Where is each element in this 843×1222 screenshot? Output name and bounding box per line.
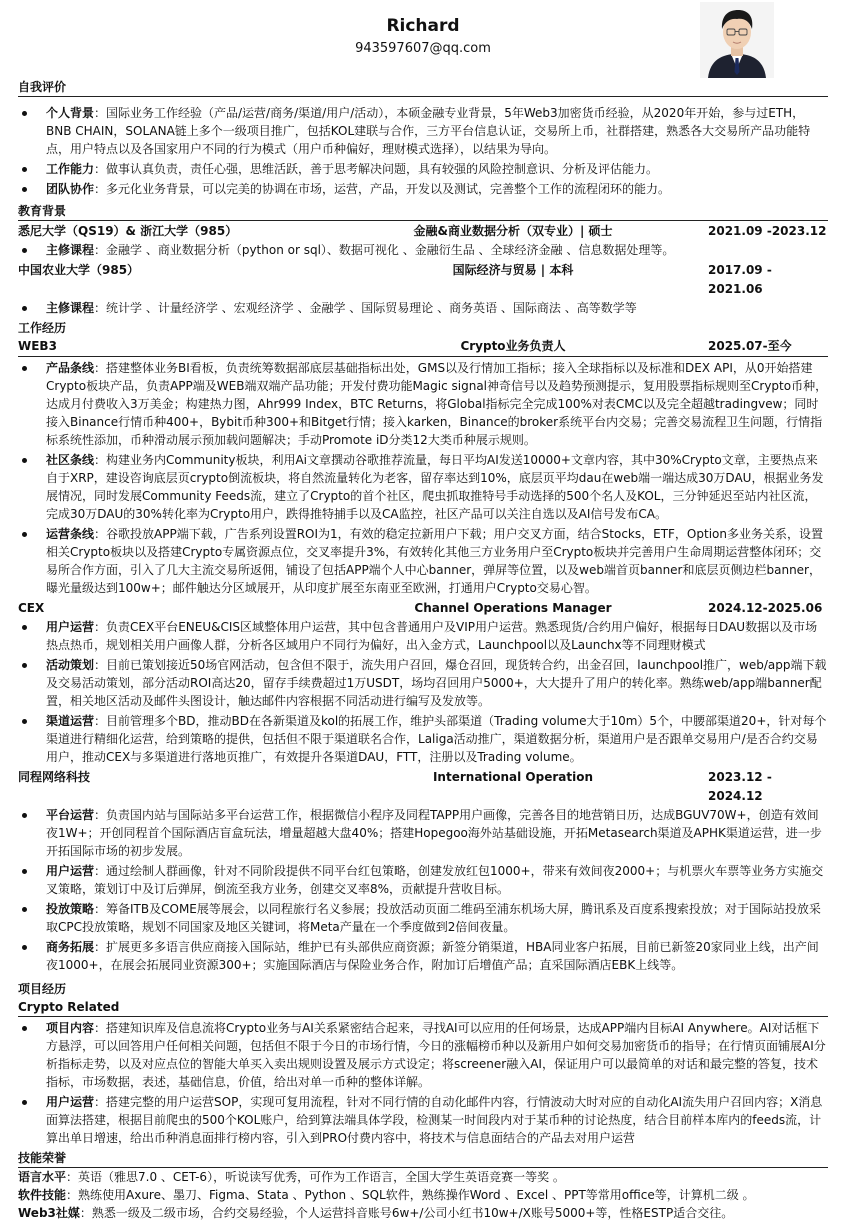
job-duty-list (18, 359, 828, 597)
major-degree: 金融&商业数据分析（双专业）| 硕士 (413, 224, 613, 238)
job-duty-list (18, 618, 828, 766)
school-name: 中国农业大学（985） (18, 263, 140, 277)
job-header (18, 337, 828, 357)
list-item: 用户运营：搭建完整的用户运营SOP，实现可复用流程，针对不同行情的自动化邮件内容，行情波动大时对应的自动化AI流失用户召回内容；X消息面算法搭建，根据目前爬虫的500个KOL账户，给到算法端具体学段，检测某一时间段内对于某币种的讨论热度，结合目前样本库内的feeds流，计算出单日增速，给出币种消息面排行榜内容，引入到PRO付费内容中，将技术与信息面结合的产品去对用户运营 (18, 1093, 828, 1147)
candidate-email: 943597607@qq.com (355, 41, 491, 56)
job-header (18, 768, 828, 806)
course-list (18, 299, 828, 317)
list-item: 社区条线：构建业务内Community板块，利用Ai文章撰动谷歌推荐流量，每日平均AI发送10000+文章内容，其中30%Crypto文章，主要热点来自于XRP，建设咨询底层页crypto倒流板块，将自然流量转化为老客，留存率达到10%，底层页平均dau在web端一端达成30万DAU，根据业务发展情况，同时发展Community Feeds流，建立了Crypto的首个社区，爬虫抓取推特号手动选择的500个名人及KOL，三分钟延迟至站内社区流，完成30万DAU的30%转化率为Crypto用户，跌得推特捕手以及CA监控，社区产品可以关注自选以及AI信号发布CA。 (18, 451, 828, 523)
list-item: 个人背景：国际业务工作经验（产品/运营/商务/渠道/用户/活动），本硕金融专业背景，5年Web3加密货币经验，从2020年开始，参与过ETH，BNB CHAIN，SOLANA链上多个一级项目推广，包括KOL建联与合作，三方平台信息认证，交易所上币，社群搭建，熟悉各大交易所产品功能特点，用户特点以及各国家用户不同的行为模式（用户币种偏好，理财模式选择），以结果为导向。 (18, 104, 828, 158)
list-item: 投放策略：筹备ITB及COME展等展会，以同程旅行名义参展；投放活动页面二维码至浦东机场大屏，腾讯系及百度系搜索投放；对于国际站投放采取CPC投放策略，规划不同国家及地区关键词，将Meta产量在一个季度做到2倍间夜量。 (18, 900, 828, 936)
list-item: 活动策划：目前已策划接近50场官网活动，包含但不限于，流失用户召回，爆仓召回，现货转合约，出金召回，launchpool推广，web/app端下载及交易活动策划，部分活动ROI高达20，留存手续费超过1万USDT，场均召回用户5000+，大大提升了用户的转化率。熟练web/app端banner配置，相关地区活动及邮件头图设计，触达邮件内容根据不同活动进行编写及发放等。 (18, 656, 828, 710)
list-item: 渠道运营：目前管理多个BD，推动BD在各新渠道及kol的拓展工作，维护头部渠道（Trading volume大于10m）5个，中腰部渠道20+，针对每个渠道进行精细化运营，给到策略的提供，包括但不限于渠道联名合作，Laliga活动推广，渠道数据分析，渠道用户是否跟单交易用户/是否合约交易用户，推动CEX与多渠道进行落地页推广，有效提升各渠道DAU，FTT，注册以及Trading volume。 (18, 712, 828, 766)
company-name: WEB3 (18, 339, 57, 353)
education-date: 2017.09 - 2021.06 (708, 263, 772, 296)
project-name: Crypto Related (18, 998, 828, 1017)
list-item: 团队协作：多元化业务背景，可以完美的协调在市场，运营，产品，开发以及测试，完善整个工作的流程闭环的能力。 (18, 180, 828, 198)
skill-line: Web3社媒：熟悉一级及二级市场，合约交易经验，个人运营抖音账号6w+/公司小红书10w+/X账号5000+等，性格ESTP适合交往。 (18, 1206, 734, 1220)
job-header (18, 599, 828, 618)
skill-line: 软件技能：熟练使用Axure、墨刀、Figma、Stata 、Python 、SQL软件，熟练操作Word 、Excel 、PPT等常用office等，计算机二级 。 (18, 1188, 755, 1202)
self-evaluation-list (18, 104, 828, 198)
project-list (18, 1019, 828, 1147)
education-date: 2021.09 -2023.12 (708, 224, 827, 238)
course-list (18, 241, 828, 259)
skill-line: 语言水平：英语（雅思7.0 、CET-6），听说读写优秀，可作为工作语言，全国大学生英语竞赛一等奖 。 (18, 1170, 565, 1184)
education-row (18, 261, 828, 299)
section-title-education: 教育背景 (18, 202, 828, 221)
list-item: 商务拓展：扩展更多多语言供应商接入国际站，维护已有头部供应商资源；新签分销渠道，HBA同业客户拓展，目前已新签20家同业上线，出产间夜1000+，在展会拓展同业资源300+；实施国际酒店与保险业务合作，附加订后增值产品；直采国际酒店EBK上线等。 (18, 938, 828, 974)
school-name: 悉尼大学（QS19）& 浙江大学（985） (18, 224, 238, 238)
candidate-name: Richard (386, 16, 460, 36)
list-item: 用户运营：负责CEX平台ENEU&CIS区域整体用户运营，其中包含普通用户及VIP用户运营。熟悉现货/合约用户偏好，根据每日DAU数据以及市场热点热币，规划相关用户画像人群，分析各区域用户不同行为偏好，出入金方式，Launchpool以及Launchx等不同理财模式 (18, 618, 828, 654)
job-date: 2023.12 - 2024.12 (708, 770, 772, 803)
list-item: 用户运营：通过绘制人群画像，针对不同阶段提供不同平台红包策略，创建发放红包1000+，带来有效间夜2000+；与机票火车票等业务方实施交叉策略，策划订中及订后弹屏，倒流至我方业务，创建交叉率8%，贡献提升营收目标。 (18, 862, 828, 898)
list-item: 主修课程：金融学 、商业数据分析（python or sql）、数据可视化 、金融衍生品 、全球经济金融 、信息数据处理等。 (18, 241, 828, 259)
list-item: 产品条线：搭建整体业务BI看板，负责统筹数据部底层基础指标出处，GMS以及行情加工指标；接入全球指标以及标准和DEX API，从0开始搭建Crypto板块产品，负责APP端及WEB端双端产品功能；开发付费功能Magic signal神奇信号以及趋势预测提示，复用股票指标规则至Crypto币种，达成月付费收入3万美金；构建热力图，Ahr999 Index，BTC Returns，将Global指标完全完成100%对表CMC以及完全超越tradingvew；同时接入Binance行情币种400+，Bybit币种300+和Bitget行情；接入karken，Binance的broker系统平台内交易；完善交易流程卫生问题，行情指标系统性添加，币种滑动展示预加载问题解决；手动Promote iD分类12大类币种展示规则。 (18, 359, 828, 449)
resume-page (18, 0, 828, 1222)
job-role: International Operation (432, 770, 594, 784)
job-role: Channel Operations Manager (414, 601, 612, 615)
skills-list (18, 1168, 828, 1222)
major-degree: 国际经济与贸易 | 本科 (452, 263, 574, 277)
profile-photo (700, 2, 774, 78)
list-item: 工作能力：做事认真负责，责任心强，思维活跃，善于思考解决问题，具有较强的风险控制意识、分析及评估能力。 (18, 160, 828, 178)
profile-photo-graphic (700, 2, 774, 78)
company-name: 同程网络科技 (18, 770, 91, 784)
company-name: CEX (18, 601, 45, 615)
job-date: 2025.07-至今 (708, 339, 792, 353)
section-title-self-evaluation: 自我评价 (18, 78, 828, 97)
resume-header (18, 0, 828, 78)
job-role: Crypto业务负责人 (460, 339, 566, 353)
list-item: 主修课程：统计学 、计量经济学 、宏观经济学 、金融学 、国际贸易理论 、商务英语 、国际商法 、高等数学等 (18, 299, 828, 317)
job-duty-list (18, 806, 828, 974)
list-item: 运营条线：谷歌投放APP端下载，广告系列设置ROI为1，有效的稳定拉新用户下载；用户交叉方面，结合Stocks，ETF，Option多业务关系，设置相关Crypto板块以及搭建Crypto专属资源点位，交叉率提升3%，有效转化其他三方业务用户至Crypto板块并完善用户生命周期运营整体闭环；交易所合作方面，引入了几大主流交易所返佣，铺设了包括APP端个人中心banner，弹屏等位置，以及web端首页banner和底层页侧边栏banner，曝光量级达到100w+；邮件触达分区域展开，从印度扩展至东南亚至欧洲，打通用户Crypto交易心智。 (18, 525, 828, 597)
list-item: 平台运营：负责国内站与国际站多平台运营工作，根据微信小程序及同程TAPP用户画像，完善各目的地营销日历，达成BGUV70W+，创造有效间夜1W+；开创同程首个国际酒店盲盒玩法，增量超越大盘40%；搭建Hopegoo海外站基础设施，开拓Metasearch渠道及APHK渠道运营，进一步开拓国际市场的初步发展。 (18, 806, 828, 860)
list-item: 项目内容：搭建知识库及信息流将Crypto业务与AI关系紧密结合起来，寻找AI可以应用的任何场景，达成APP端内目标AI Anywhere。AI对话框下方悬浮，可以回答用户任何相关问题，包括但不限于今日的市场行情，今日的涨幅榜币种以及新用户如何交易加密货币的指导；在行情页面铺展AI分析指标走势，以及对应点位的智能大单买入卖出规则设置及展示方式设定；将screener融入AI，保证用户可以最简单的对话和最完整的答复，技术指标，市场数据，表述，基础信息，价值，给出对单一币种的整体详解。 (18, 1019, 828, 1091)
section-title-projects: 项目经历 (18, 982, 67, 996)
section-title-skills: 技能荣誉 (18, 1149, 828, 1168)
section-title-work: 工作经历 (18, 321, 67, 335)
education-row (18, 222, 828, 241)
job-date: 2024.12-2025.06 (708, 601, 823, 615)
